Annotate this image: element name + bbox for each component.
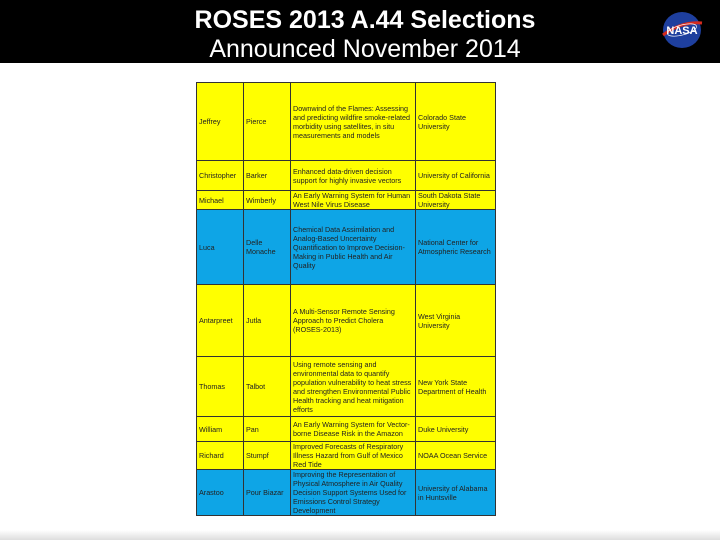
cell-institution: New York State Department of Health xyxy=(416,357,496,417)
slide-title: ROSES 2013 A.44 Selections xyxy=(194,6,536,34)
cell-last: Pierce xyxy=(244,83,291,161)
cell-first: Luca xyxy=(197,210,244,285)
cell-last: Wimberly xyxy=(244,191,291,210)
cell-institution: National Center for Atmospheric Research xyxy=(416,210,496,285)
cell-title: Chemical Data Assimilation and Analog-Based Uncertainty Quantification to Improve Decision-Making in Public Health and Air Quality xyxy=(291,210,416,285)
svg-text:NASA: NASA xyxy=(666,25,698,37)
cell-institution: NOAA Ocean Service xyxy=(416,442,496,470)
slide-subtitle: Announced November 2014 xyxy=(209,35,521,63)
cell-last: Talbot xyxy=(244,357,291,417)
title-bar xyxy=(0,0,720,63)
cell-institution: Duke University xyxy=(416,417,496,442)
table-row xyxy=(197,285,496,357)
table-row xyxy=(197,83,496,161)
cell-title: A Multi-Sensor Remote Sensing Approach to Predict Cholera (ROSES-2013) xyxy=(291,285,416,357)
cell-first: Arastoo xyxy=(197,470,244,516)
table-row xyxy=(197,210,496,285)
table-row xyxy=(197,470,496,516)
table-row xyxy=(197,442,496,470)
cell-last: Pour Biazar xyxy=(244,470,291,516)
cell-first: Richard xyxy=(197,442,244,470)
cell-first: William xyxy=(197,417,244,442)
cell-title: Enhanced data-driven decision support for highly invasive vectors xyxy=(291,161,416,191)
cell-institution: University of Alabama in Huntsville xyxy=(416,470,496,516)
table-row xyxy=(197,417,496,442)
cell-title: Improved Forecasts of Respiratory Illness Hazard from Gulf of Mexico Red Tide xyxy=(291,442,416,470)
cell-institution: University of California xyxy=(416,161,496,191)
table-row xyxy=(197,357,496,417)
cell-last: Barker xyxy=(244,161,291,191)
cell-institution: West Virginia University xyxy=(416,285,496,357)
selections-table xyxy=(196,82,495,516)
cell-title: An Early Warning System for Human West Nile Virus Disease xyxy=(291,191,416,210)
cell-last: Jutla xyxy=(244,285,291,357)
cell-first: Christopher xyxy=(197,161,244,191)
table-row xyxy=(197,191,496,210)
cell-first: Thomas xyxy=(197,357,244,417)
cell-last: Pan xyxy=(244,417,291,442)
nasa-logo-icon xyxy=(660,11,704,49)
cell-title: Using remote sensing and environmental data to quantify population vulnerability to heat stress and strengthen Environmental Public Health tracking and heat mitigation efforts xyxy=(291,357,416,417)
table-row xyxy=(197,161,496,191)
cell-first: Jeffrey xyxy=(197,83,244,161)
cell-institution: South Dakota State University xyxy=(416,191,496,210)
cell-title: Downwind of the Flames: Assessing and predicting wildfire smoke-related morbidity using satellites, in situ measurements and models xyxy=(291,83,416,161)
footer-band xyxy=(0,530,720,540)
cell-title: Improving the Representation of Physical Atmosphere in Air Quality Decision Support Systems Used for Emissions Control Strategy Development xyxy=(291,470,416,516)
cell-first: Michael xyxy=(197,191,244,210)
cell-title: An Early Warning System for Vector-borne Disease Risk in the Amazon xyxy=(291,417,416,442)
cell-last: Stumpf xyxy=(244,442,291,470)
cell-last: Delle Monache xyxy=(244,210,291,285)
cell-institution: Colorado State University xyxy=(416,83,496,161)
cell-first: Antarpreet xyxy=(197,285,244,357)
